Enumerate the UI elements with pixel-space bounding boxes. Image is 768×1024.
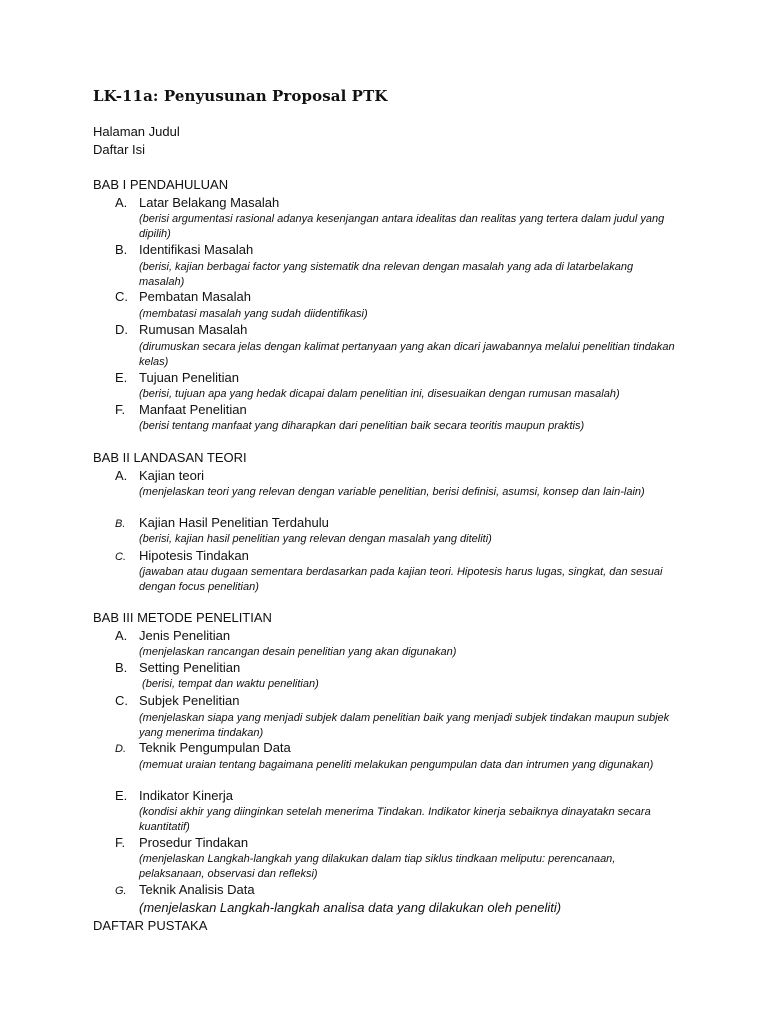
bab-3-item-d-note: (memuat uraian tentang bagaimana peneliti melakukan pengumpulan data dan intrumen yang digunakan) bbox=[139, 759, 654, 771]
bab-1-item-a bbox=[115, 195, 279, 210]
item-label: Subjek Penelitian bbox=[139, 693, 240, 708]
item-label: Manfaat Penelitian bbox=[139, 402, 247, 417]
item-label: Kajian Hasil Penelitian Terdahulu bbox=[139, 515, 329, 530]
bab-1-item-e bbox=[115, 370, 239, 385]
item-letter: C. bbox=[115, 289, 128, 304]
item-label: Teknik Analisis Data bbox=[139, 882, 255, 897]
bab-2-item-c-note: (jawaban atau dugaan sementara berdasarkan pada kajian teori. Hipotesis harus lugas, singkat, dan sesuai dengan focus penelitian) bbox=[139, 566, 663, 593]
bab-3-item-e bbox=[115, 788, 233, 803]
item-label: Teknik Pengumpulan Data bbox=[139, 740, 291, 755]
item-letter: F. bbox=[115, 402, 126, 417]
item-letter: A. bbox=[115, 468, 128, 483]
halaman-judul: Halaman Judul bbox=[93, 124, 180, 139]
bab-1-item-f bbox=[115, 402, 247, 417]
item-letter: C. bbox=[115, 693, 128, 708]
bab-3-item-b-note: (berisi, tempat dan waktu penelitian) bbox=[139, 678, 319, 690]
item-label: Prosedur Tindakan bbox=[139, 835, 249, 850]
bab-1-item-e-note: (berisi, tujuan apa yang hedak dicapai dalam penelitian ini, disesuaikan dengan rumusan masalah) bbox=[139, 388, 620, 400]
item-label: Indikator Kinerja bbox=[139, 788, 233, 803]
bab-1-item-c bbox=[115, 289, 251, 304]
bab-1-item-f-note: (berisi tentang manfaat yang diharapkan dari penelitian baik secara teoritis maupun praktis) bbox=[139, 420, 585, 432]
item-letter: A. bbox=[115, 628, 128, 643]
bab-1-item-d-note: (dirumuskan secara jelas dengan kalimat pertanyaan yang akan dicari jawabannya melalui penelitian tindakan kelas) bbox=[139, 341, 675, 368]
bab-1-item-d bbox=[115, 322, 247, 337]
bab-2-item-b-note: (berisi, kajian hasil penelitian yang relevan dengan masalah yang diteliti) bbox=[139, 533, 492, 545]
item-letter: B. bbox=[115, 660, 128, 675]
item-label: Jenis Penelitian bbox=[139, 628, 231, 643]
bab-3-item-g bbox=[115, 882, 255, 897]
document-title: LK-11a: Penyusunan Proposal PTK bbox=[93, 87, 388, 105]
bab-1-item-c-note: (membatasi masalah yang sudah diidentifikasi) bbox=[139, 308, 368, 320]
bab-3-heading: BAB III METODE PENELITIAN bbox=[93, 610, 272, 625]
item-label: Latar Belakang Masalah bbox=[139, 195, 280, 210]
bab-3-item-c-note: (menjelaskan siapa yang menjadi subjek dalam penelitian baik yang menjadi subjek tindakan maupun subjek yang menerima tindakan) bbox=[139, 712, 670, 739]
item-letter: A. bbox=[115, 195, 128, 210]
bab-3-item-g-note: (menjelaskan Langkah-langkah analisa data yang dilakukan oleh peneliti) bbox=[139, 900, 562, 915]
bab-1-item-a-note: (berisi argumentasi rasional adanya kesenjangan antara idealitas dan realitas yang tertera dalam judul yang dipilih) bbox=[139, 213, 665, 240]
item-label: Tujuan Penelitian bbox=[139, 370, 239, 385]
item-letter: D. bbox=[115, 743, 126, 755]
bab-2-item-a-note: (menjelaskan teori yang relevan dengan variable penelitian, berisi definisi, asumsi, konsep dan lain-lain) bbox=[139, 486, 645, 498]
bab-1-item-b-note: (berisi, kajian berbagai factor yang sistematik dna relevan dengan masalah yang ada di latarbelakang masalah) bbox=[139, 261, 634, 288]
bab-3-item-c bbox=[115, 693, 239, 708]
bab-3-item-e-note: (kondisi akhir yang diinginkan setelah menerima Tindakan. Indikator kinerja sebaiknya dinayatakn secara kuantitatif) bbox=[139, 806, 651, 833]
bab-3-item-a-note: (menjelaskan rancangan desain penelitian yang akan digunakan) bbox=[139, 646, 457, 658]
bab-2-item-c bbox=[115, 548, 249, 563]
item-label: Rumusan Masalah bbox=[139, 322, 248, 337]
item-label: Identifikasi Masalah bbox=[139, 242, 254, 257]
bab-1-item-b bbox=[115, 242, 253, 257]
bab-3-item-a bbox=[115, 628, 230, 643]
item-letter: F. bbox=[115, 835, 126, 850]
item-letter: B. bbox=[115, 518, 126, 530]
bab-3-item-d bbox=[115, 740, 291, 755]
item-letter: C. bbox=[115, 551, 126, 563]
bab-2-heading: BAB II LANDASAN TEORI bbox=[93, 450, 247, 465]
daftar-pustaka-heading: DAFTAR PUSTAKA bbox=[93, 918, 208, 933]
bab-2-item-b bbox=[115, 515, 329, 530]
item-label: Pembatan Masalah bbox=[139, 289, 252, 304]
item-letter: E. bbox=[115, 788, 128, 803]
item-letter: E. bbox=[115, 370, 128, 385]
daftar-isi: Daftar Isi bbox=[93, 142, 146, 157]
bab-2-item-a bbox=[115, 468, 204, 483]
item-letter: B. bbox=[115, 242, 128, 257]
bab-3-item-f-note: (menjelaskan Langkah-langkah yang dilakukan dalam tiap siklus tindkaan meliputu: perencanaan, pelaksanaan, observasi dan refleksi) bbox=[139, 853, 616, 880]
item-letter: D. bbox=[115, 322, 128, 337]
bab-3-item-f bbox=[115, 835, 248, 850]
item-label: Setting Penelitian bbox=[139, 660, 241, 675]
item-label: Kajian teori bbox=[139, 468, 205, 483]
item-label: Hipotesis Tindakan bbox=[139, 548, 249, 563]
bab-1-heading: BAB I PENDAHULUAN bbox=[93, 177, 229, 192]
item-letter: G. bbox=[115, 885, 127, 897]
bab-3-item-b bbox=[115, 660, 240, 675]
